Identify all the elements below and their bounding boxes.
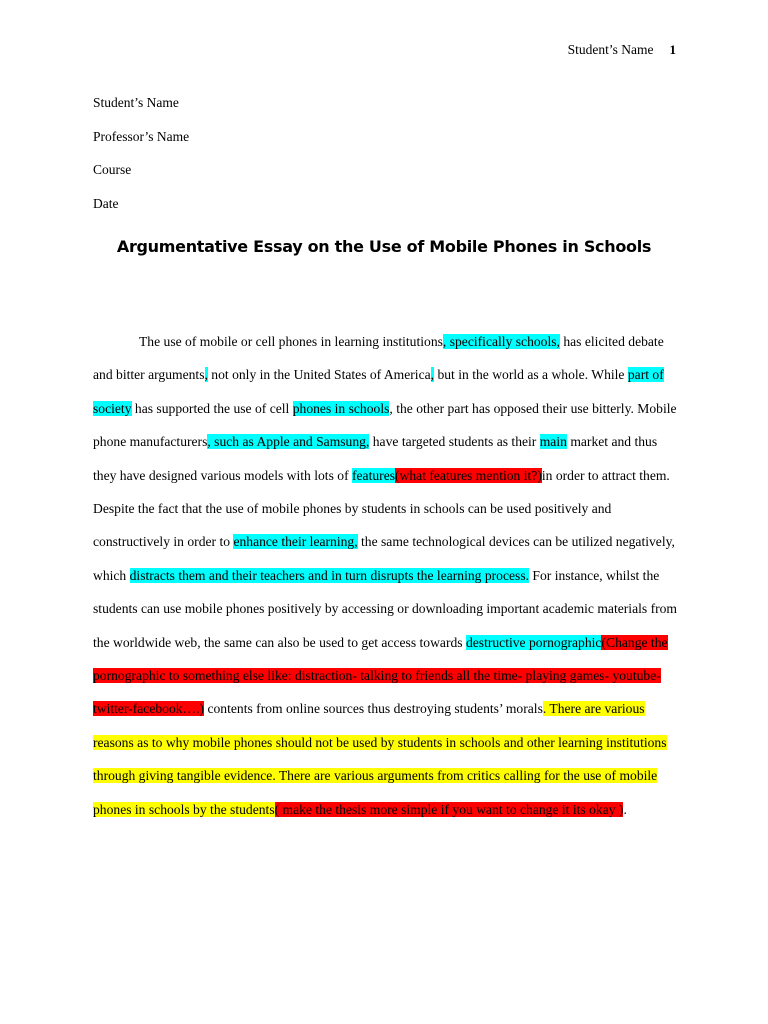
highlighted-segment-cyan: , (204, 367, 208, 383)
student-name: Student’s Name (93, 95, 179, 110)
text-segment: market and thus they have designed various models with lots of (93, 434, 658, 483)
text-segment: but in the world as a whole. While (434, 367, 628, 383)
highlighted-segment-red: ( make the thesis more simple if you want to change it its okay ) (274, 801, 624, 817)
highlighted-segment-yellow: . There are various reasons as to why mobile phones should not be used by students in schools and other learning institutions through giving tangible evidence. There are various arguments from critics calling for the use of mobile phones in schools by the students (93, 701, 667, 817)
highlighted-segment-red: (what features mention it?) (395, 467, 542, 483)
page-number: 1 (669, 42, 676, 57)
highlighted-segment-cyan: part of society (93, 367, 664, 416)
text-segment: contents from online sources thus destroying students’ morals (204, 701, 543, 717)
course-name: Course (93, 162, 132, 177)
highlighted-segment-cyan: features (352, 467, 396, 483)
text-segment: , the other part has opposed their use bitterly. Mobile phone manufacturers (93, 400, 677, 450)
highlighted-segment-cyan: main (539, 434, 567, 450)
text-segment: . (623, 801, 627, 817)
text-segment: not only in the United States of America (207, 367, 431, 383)
highlighted-segment-cyan: distracts them and their teachers and in turn disrupts the learning process. (129, 567, 530, 583)
highlighted-segment-red: (Change the pornographic to something else like: distraction- talking to friends all the time- playing games- youtube-twitter-facebook….) (93, 634, 668, 717)
date-line: Date (93, 195, 119, 211)
highlighted-segment-cyan: enhance their learning, (233, 534, 358, 550)
text-segment: have targeted students as their (369, 434, 540, 450)
text-segment: For instance, whilst the students can use mobile phones positively by accessing or downloading important academic materials from the worldwide web, the same can also be used to get access towards (93, 567, 678, 650)
running-head-name: Student’s Name (567, 42, 654, 57)
professor-name: Professor’s Name (93, 128, 190, 144)
essay-paragraph (93, 325, 678, 826)
text-segment: in order to attract them. Despite the fact that the use of mobile phones by students in schools can be used positively and constructively in order to (93, 467, 670, 550)
text-segment: has elicited debate and bitter arguments (93, 334, 664, 383)
text-segment: the same technological devices can be utilized negatively, which (93, 534, 675, 583)
essay-title: Argumentative Essay on the Use of Mobile Phones in Schools (116, 237, 652, 256)
highlighted-segment-cyan: , (430, 367, 435, 383)
highlighted-segment-cyan: , such as Apple and Samsung, (207, 434, 370, 450)
text-segment: has supported the use of cell (131, 400, 293, 416)
running-header (568, 42, 676, 58)
text-segment: The use of mobile or cell phones in learning institutions (139, 334, 443, 349)
mla-heading (93, 86, 189, 220)
highlighted-segment-cyan: , specifically schools, (442, 334, 560, 349)
highlighted-segment-cyan: phones in schools (292, 400, 390, 416)
highlighted-segment-cyan: destructive pornographic (465, 634, 602, 650)
